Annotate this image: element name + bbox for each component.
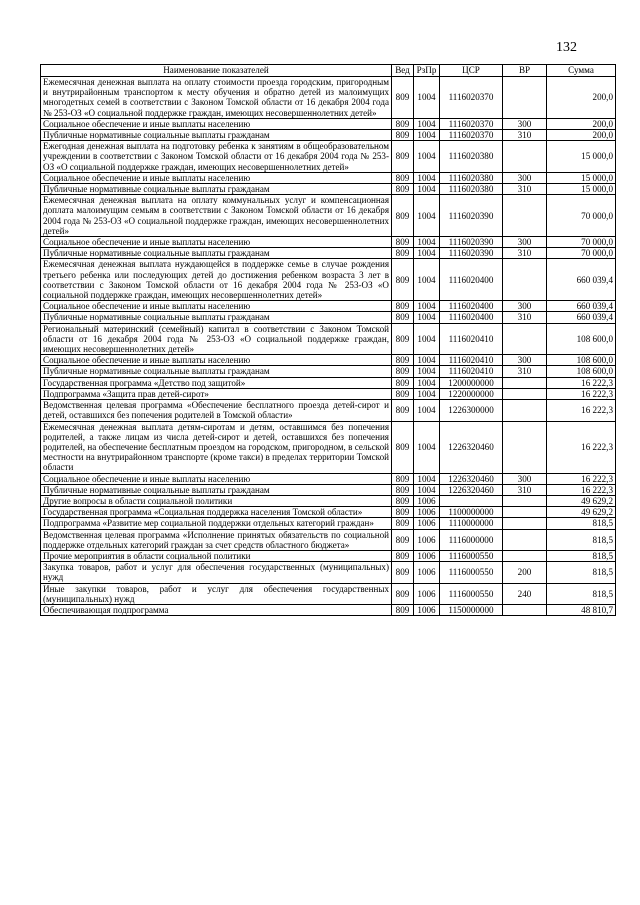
page-number: 132 — [556, 40, 577, 55]
row-ved: 809 — [392, 495, 414, 506]
budget-table — [40, 64, 616, 616]
row-ved: 809 — [392, 184, 414, 195]
row-ved: 809 — [392, 604, 414, 615]
row-rzpr: 1004 — [414, 355, 440, 366]
row-csr: 1200000000 — [440, 377, 503, 388]
table-row — [41, 507, 616, 518]
row-csr: 1226320460 — [440, 484, 503, 495]
row-ved: 809 — [392, 237, 414, 248]
row-sum: 818,5 — [547, 518, 616, 529]
row-csr: 1116020400 — [440, 301, 503, 312]
table-row — [41, 312, 616, 323]
row-name: Публичные нормативные социальные выплаты гражданам — [41, 312, 392, 323]
row-vr — [503, 377, 547, 388]
row-vr: 310 — [503, 312, 547, 323]
row-sum: 70 000,0 — [547, 237, 616, 248]
table-row — [41, 529, 616, 550]
row-ved: 809 — [392, 388, 414, 399]
row-rzpr: 1004 — [414, 141, 440, 173]
row-sum: 16 222,3 — [547, 400, 616, 421]
row-sum: 16 222,3 — [547, 388, 616, 399]
row-ved: 809 — [392, 507, 414, 518]
row-name: Ежегодная денежная выплата на подготовку ребенка к занятиям в общеобразовательном учреждении в соответствии с Законом Томской области от 16 декабря 2004 года № 253-ОЗ «О социальной поддержке граждан, имеющих несовершеннолетних детей» — [41, 141, 392, 173]
row-csr — [440, 495, 503, 506]
row-vr — [503, 529, 547, 550]
row-rzpr: 1006 — [414, 529, 440, 550]
row-sum: 70 000,0 — [547, 195, 616, 237]
row-sum: 15 000,0 — [547, 172, 616, 183]
row-vr: 200 — [503, 562, 547, 583]
table-row — [41, 195, 616, 237]
row-ved: 809 — [392, 301, 414, 312]
row-rzpr: 1004 — [414, 195, 440, 237]
row-rzpr: 1004 — [414, 323, 440, 355]
row-name: Ежемесячная денежная выплата нуждающейся в поддержке семье в случае рождения третьего ребенка или последующих детей до достижения ребенком возраста 3 лет в соответствии с Законом Томской области от 16 декабря 2004 года № 253-ОЗ «О социальной поддержке граждан, имеющих несовершеннолетних детей» — [41, 259, 392, 301]
table-row — [41, 473, 616, 484]
row-sum: 818,5 — [547, 529, 616, 550]
row-csr: 1116020400 — [440, 312, 503, 323]
row-ved: 809 — [392, 141, 414, 173]
row-name: Закупка товаров, работ и услуг для обеспечения государственных (муниципальных) нужд — [41, 562, 392, 583]
row-csr: 1116020370 — [440, 77, 503, 119]
row-ved: 809 — [392, 529, 414, 550]
row-ved: 809 — [392, 518, 414, 529]
row-rzpr: 1004 — [414, 484, 440, 495]
table-row — [41, 518, 616, 529]
row-name: Иные закупки товаров, работ и услуг для обеспечения государственных (муниципальных) нужд — [41, 583, 392, 604]
row-rzpr: 1006 — [414, 583, 440, 604]
row-name: Социальное обеспечение и иные выплаты населению — [41, 355, 392, 366]
row-vr — [503, 259, 547, 301]
table-body — [41, 77, 616, 616]
row-sum: 200,0 — [547, 77, 616, 119]
header-ved: Вед — [392, 65, 414, 77]
row-csr: 1116000550 — [440, 550, 503, 561]
row-ved: 809 — [392, 562, 414, 583]
row-rzpr: 1004 — [414, 172, 440, 183]
row-rzpr: 1006 — [414, 518, 440, 529]
row-sum: 108 600,0 — [547, 366, 616, 377]
row-sum: 660 039,4 — [547, 312, 616, 323]
row-name: Подпрограмма «Развитие мер социальной поддержки отдельных категорий граждан» — [41, 518, 392, 529]
table-row — [41, 77, 616, 119]
row-csr: 1116020410 — [440, 323, 503, 355]
row-ved: 809 — [392, 355, 414, 366]
row-name: Ежемесячная денежная выплата на оплату стоимости проезда городским, пригородным и внутрирайонным транспортом к месту обучения и обратно детей из малоимущих многодетных семей в соответствии с Законом Томской области от 16 декабря 2004 года № 253-ОЗ «О социальной поддержке граждан, имеющих несовершеннолетних детей» — [41, 77, 392, 119]
row-vr — [503, 323, 547, 355]
table-row — [41, 301, 616, 312]
row-sum: 70 000,0 — [547, 248, 616, 259]
row-sum: 818,5 — [547, 583, 616, 604]
table-row — [41, 366, 616, 377]
row-rzpr: 1006 — [414, 507, 440, 518]
row-csr: 1116020380 — [440, 184, 503, 195]
row-csr: 1150000000 — [440, 604, 503, 615]
row-csr: 1116020370 — [440, 118, 503, 129]
row-sum: 15 000,0 — [547, 184, 616, 195]
table-row — [41, 237, 616, 248]
row-sum: 108 600,0 — [547, 323, 616, 355]
row-sum: 15 000,0 — [547, 141, 616, 173]
header-sum: Сумма — [547, 65, 616, 77]
table-row — [41, 583, 616, 604]
row-rzpr: 1004 — [414, 473, 440, 484]
row-rzpr: 1004 — [414, 388, 440, 399]
row-rzpr: 1004 — [414, 237, 440, 248]
row-sum: 48 810,7 — [547, 604, 616, 615]
table-row — [41, 484, 616, 495]
row-sum: 660 039,4 — [547, 259, 616, 301]
row-name: Обеспечивающая подпрограмма — [41, 604, 392, 615]
row-ved: 809 — [392, 484, 414, 495]
row-ved: 809 — [392, 312, 414, 323]
table-row — [41, 323, 616, 355]
row-rzpr: 1004 — [414, 400, 440, 421]
row-vr — [503, 141, 547, 173]
row-csr: 1100000000 — [440, 507, 503, 518]
row-name: Публичные нормативные социальные выплаты гражданам — [41, 184, 392, 195]
row-csr: 1226300000 — [440, 400, 503, 421]
row-sum: 818,5 — [547, 562, 616, 583]
row-ved: 809 — [392, 473, 414, 484]
row-sum: 200,0 — [547, 118, 616, 129]
row-sum: 818,5 — [547, 550, 616, 561]
row-ved: 809 — [392, 323, 414, 355]
row-csr: 1116020380 — [440, 172, 503, 183]
table-row — [41, 377, 616, 388]
row-vr: 310 — [503, 248, 547, 259]
table-row — [41, 400, 616, 421]
row-name: Прочие мероприятия в области социальной политики — [41, 550, 392, 561]
row-ved: 809 — [392, 583, 414, 604]
table-header-row — [41, 65, 616, 77]
row-rzpr: 1004 — [414, 259, 440, 301]
row-csr: 1116020390 — [440, 237, 503, 248]
row-vr — [503, 77, 547, 119]
row-vr: 310 — [503, 184, 547, 195]
table-row — [41, 550, 616, 561]
row-rzpr: 1004 — [414, 366, 440, 377]
row-rzpr: 1004 — [414, 184, 440, 195]
row-csr: 1116020410 — [440, 366, 503, 377]
row-name: Социальное обеспечение и иные выплаты населению — [41, 172, 392, 183]
row-csr: 1116000000 — [440, 529, 503, 550]
table-row — [41, 130, 616, 141]
row-csr: 1226320460 — [440, 421, 503, 473]
row-ved: 809 — [392, 259, 414, 301]
row-sum: 16 222,3 — [547, 421, 616, 473]
row-ved: 809 — [392, 77, 414, 119]
row-vr: 300 — [503, 473, 547, 484]
row-csr: 1116020380 — [440, 141, 503, 173]
table-row — [41, 355, 616, 366]
table-row — [41, 421, 616, 473]
table-row — [41, 172, 616, 183]
row-csr: 1110000000 — [440, 518, 503, 529]
table-row — [41, 604, 616, 615]
row-name: Социальное обеспечение и иные выплаты населению — [41, 473, 392, 484]
row-rzpr: 1006 — [414, 604, 440, 615]
row-name: Другие вопросы в области социальной политики — [41, 495, 392, 506]
row-name: Публичные нормативные социальные выплаты гражданам — [41, 248, 392, 259]
table-row — [41, 495, 616, 506]
row-rzpr: 1004 — [414, 130, 440, 141]
row-csr: 1116020370 — [440, 130, 503, 141]
row-vr — [503, 518, 547, 529]
row-name: Государственная программа «Социальная поддержка населения Томской области» — [41, 507, 392, 518]
header-rzpr: РзПр — [414, 65, 440, 77]
row-csr: 1116020410 — [440, 355, 503, 366]
row-vr: 300 — [503, 355, 547, 366]
row-vr: 310 — [503, 366, 547, 377]
row-rzpr: 1006 — [414, 562, 440, 583]
row-vr — [503, 550, 547, 561]
row-rzpr: 1004 — [414, 377, 440, 388]
row-vr: 300 — [503, 172, 547, 183]
row-rzpr: 1004 — [414, 301, 440, 312]
row-sum: 49 629,2 — [547, 495, 616, 506]
row-csr: 1116020400 — [440, 259, 503, 301]
table-row — [41, 388, 616, 399]
row-sum: 16 222,3 — [547, 484, 616, 495]
row-name: Региональный материнский (семейный) капитал в соответствии с Законом Томской области от 16 декабря 2004 года № 253-ОЗ «О социальной поддержке граждан, имеющих несовершеннолетних детей» — [41, 323, 392, 355]
row-name: Социальное обеспечение и иные выплаты населению — [41, 118, 392, 129]
table-row — [41, 259, 616, 301]
row-csr: 1116020390 — [440, 248, 503, 259]
row-ved: 809 — [392, 195, 414, 237]
row-ved: 809 — [392, 377, 414, 388]
table-row — [41, 118, 616, 129]
row-sum: 16 222,3 — [547, 377, 616, 388]
row-name: Ежемесячная денежная выплата на оплату коммунальных услуг и компенсационная доплата малоимущим семьям в соответствии с Законом Томской области от 16 декабря 2004 года № 253-ОЗ «О социальной поддержке граждан, имеющих несовершеннолетних детей» — [41, 195, 392, 237]
row-vr — [503, 495, 547, 506]
row-ved: 809 — [392, 130, 414, 141]
header-name: Наименование показателей — [41, 65, 392, 77]
row-name: Ведомственная целевая программа «Исполнение принятых обязательств по социальной поддержке отдельных категорий граждан за счет средств областного бюджета» — [41, 529, 392, 550]
header-csr: ЦСР — [440, 65, 503, 77]
row-rzpr: 1006 — [414, 495, 440, 506]
table-row — [41, 562, 616, 583]
row-vr: 240 — [503, 583, 547, 604]
row-ved: 809 — [392, 172, 414, 183]
row-ved: 809 — [392, 550, 414, 561]
table-row — [41, 248, 616, 259]
row-vr — [503, 388, 547, 399]
row-name: Ведомственная целевая программа «Обеспечение бесплатного проезда детей-сирот и детей, оставшихся без попечения родителей в Томской области» — [41, 400, 392, 421]
row-name: Социальное обеспечение и иные выплаты населению — [41, 237, 392, 248]
row-ved: 809 — [392, 248, 414, 259]
row-sum: 49 629,2 — [547, 507, 616, 518]
row-name: Ежемесячная денежная выплата детям-сиротам и детям, оставшимся без попечения родителей, а также лицам из числа детей-сирот и детей, оставшихся без попечения родителей, на обеспечение бесплатным проездом на городском, пригородном, в сельской местности на внутрирайонном транспорте (кроме такси) в пределах территории Томской области — [41, 421, 392, 473]
row-name: Публичные нормативные социальные выплаты гражданам — [41, 484, 392, 495]
row-rzpr: 1004 — [414, 421, 440, 473]
row-vr — [503, 400, 547, 421]
row-rzpr: 1006 — [414, 550, 440, 561]
row-name: Социальное обеспечение и иные выплаты населению — [41, 301, 392, 312]
row-name: Подпрограмма «Защита прав детей-сирот» — [41, 388, 392, 399]
row-ved: 809 — [392, 421, 414, 473]
row-csr: 1116020390 — [440, 195, 503, 237]
row-csr: 1220000000 — [440, 388, 503, 399]
row-name: Публичные нормативные социальные выплаты гражданам — [41, 366, 392, 377]
row-vr — [503, 604, 547, 615]
row-vr — [503, 421, 547, 473]
row-vr: 310 — [503, 484, 547, 495]
table-row — [41, 184, 616, 195]
row-vr — [503, 507, 547, 518]
header-vr: ВР — [503, 65, 547, 77]
row-sum: 16 222,3 — [547, 473, 616, 484]
row-vr — [503, 195, 547, 237]
row-vr: 300 — [503, 301, 547, 312]
row-csr: 1116000550 — [440, 583, 503, 604]
row-sum: 660 039,4 — [547, 301, 616, 312]
row-vr: 300 — [503, 118, 547, 129]
table-row — [41, 141, 616, 173]
row-name: Государственная программа «Детство под защитой» — [41, 377, 392, 388]
row-rzpr: 1004 — [414, 248, 440, 259]
row-csr: 1226320460 — [440, 473, 503, 484]
row-ved: 809 — [392, 400, 414, 421]
row-vr: 310 — [503, 130, 547, 141]
row-ved: 809 — [392, 366, 414, 377]
row-name: Публичные нормативные социальные выплаты гражданам — [41, 130, 392, 141]
row-rzpr: 1004 — [414, 312, 440, 323]
row-sum: 200,0 — [547, 130, 616, 141]
row-rzpr: 1004 — [414, 118, 440, 129]
row-rzpr: 1004 — [414, 77, 440, 119]
row-sum: 108 600,0 — [547, 355, 616, 366]
row-ved: 809 — [392, 118, 414, 129]
row-csr: 1116000550 — [440, 562, 503, 583]
row-vr: 300 — [503, 237, 547, 248]
